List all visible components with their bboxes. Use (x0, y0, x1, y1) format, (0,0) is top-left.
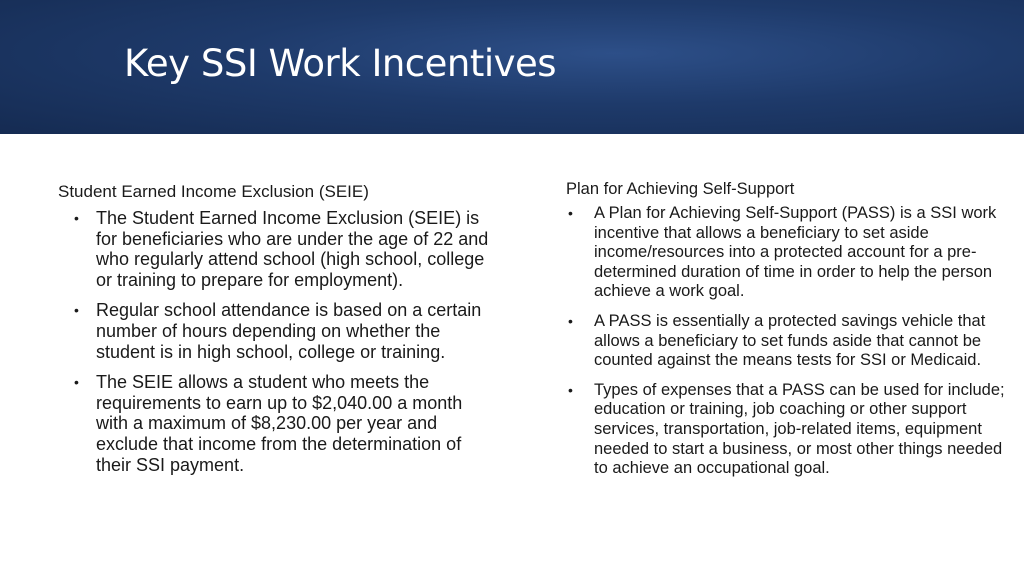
right-column (566, 180, 1006, 489)
list-item (566, 312, 1006, 371)
bullet-text: The Student Earned Income Exclusion (SEIE) is for beneficiaries who are under the age of 22 and who regularly attend school (high school, college or training to prepare for employment). (96, 208, 489, 290)
bullet-icon: • (568, 381, 573, 398)
bullet-text: Types of expenses that a PASS can be used for include; education or training, job coaching or other support services, transportation, job-related items, equipment needed to start a business, or most other things needed to achieve an occupational goal. (594, 380, 1005, 478)
bullet-icon: • (568, 205, 573, 221)
right-heading: Plan for Achieving Self-Support (566, 180, 795, 198)
left-bullet-list (58, 208, 498, 475)
list-item (58, 300, 498, 362)
bullet-text: Regular school attendance is based on a certain number of hours depending on whether the student is in high school, college or training. (96, 300, 482, 362)
title-banner (0, 0, 1024, 134)
bullet-icon: • (74, 302, 79, 319)
right-bullet-list (566, 204, 1006, 479)
list-item (566, 204, 1006, 302)
left-heading: Student Earned Income Exclusion (SEIE) (58, 182, 369, 201)
bullet-text: The SEIE allows a student who meets the requirements to earn up to $2,040.00 a month with a maximum of $8,230.00 per year and exclude that income from the determination of their SSI payment. (96, 372, 463, 475)
bullet-icon: • (74, 374, 79, 391)
slide-title: Key SSI Work Incentives (124, 42, 557, 85)
list-item (566, 381, 1006, 479)
list-item (58, 208, 498, 290)
bullet-text: A PASS is essentially a protected savings vehicle that allows a beneficiary to set funds aside that cannot be counted against the means tests for SSI or Medicaid. (594, 311, 986, 370)
bullet-icon: • (74, 210, 79, 226)
bullet-text: A Plan for Achieving Self-Support (PASS) is a SSI work incentive that allows a beneficiary to set aside income/resources into a protected account for a pre-determined duration of time in order to help the person achieve a work goal. (594, 204, 997, 301)
list-item (58, 372, 498, 475)
bullet-icon: • (568, 312, 573, 329)
left-column (58, 182, 498, 485)
